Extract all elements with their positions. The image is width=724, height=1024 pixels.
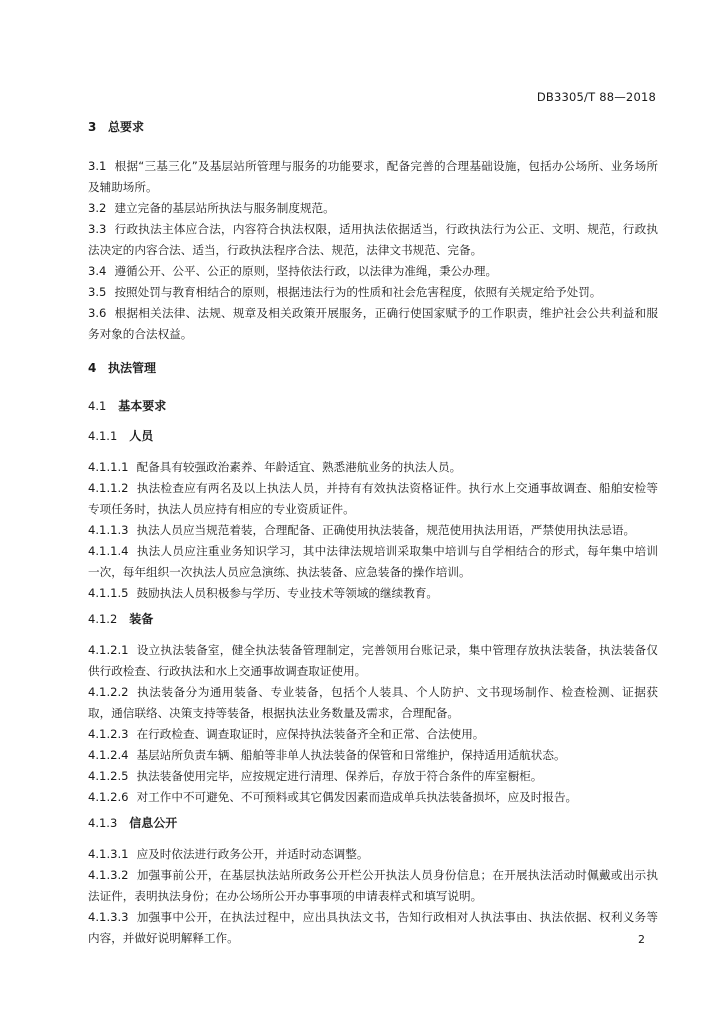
subsection-heading-4-1-2 — [88, 610, 658, 628]
clause-3-4 — [88, 261, 658, 282]
clause-3-3 — [88, 219, 658, 261]
clause-number: 3.3 — [88, 222, 107, 236]
clause-text: 行政执法主体应合法，内容符合执法权限，适用执法依据适当，行政执法行为公正、文明、规范，行政执法决定的内容合法、适当，行政执法程序合法、规范，法律文书规范、完备。 — [88, 222, 658, 257]
clause-text: 执法检查应有两名及以上执法人员，并持有有效执法资格证件。执行水上交通事故调查、船舶安检等专项任务时，执法人员应持有相应的专业资质证件。 — [88, 481, 658, 516]
clause-number: 4.1.2.2 — [88, 685, 129, 699]
clause-number: 4.1.1.3 — [88, 523, 129, 537]
clause-number: 3.5 — [88, 285, 107, 299]
clause-4-1-1-3 — [88, 520, 658, 541]
clause-number: 4.1.2.5 — [88, 769, 129, 783]
subsection-number: 4.1.3 — [88, 816, 118, 830]
clause-4-1-2-4 — [88, 745, 658, 766]
section-heading-3 — [88, 118, 658, 136]
clause-text: 应及时依法进行政务公开，并适时动态调整。 — [136, 847, 369, 861]
subsection-heading-4-1-1 — [88, 427, 658, 445]
clause-4-1-2-5 — [88, 766, 658, 787]
subsection-number: 4.1 — [88, 399, 107, 413]
subsection-title: 信息公开 — [129, 816, 178, 830]
clause-number: 3.1 — [88, 159, 107, 173]
clause-number: 4.1.3.1 — [88, 847, 129, 861]
clause-4-1-2-2 — [88, 682, 658, 724]
clause-4-1-1-4 — [88, 541, 658, 583]
clause-text: 执法人员应当规范着装，合理配备、正确使用执法装备，规范使用执法用语，严禁使用执法忌语。 — [136, 523, 636, 537]
section-heading-4 — [88, 359, 658, 377]
clause-4-1-3-1 — [88, 844, 658, 865]
section-title: 总要求 — [108, 120, 145, 134]
clause-text: 基层站所负责车辆、船舶等非单人执法装备的保管和日常维护，保持适用适航状态。 — [136, 748, 566, 762]
subsection-heading-4-1 — [88, 397, 658, 415]
document-code: DB3305/T 88—2018 — [536, 90, 656, 104]
clause-number: 4.1.1.4 — [88, 544, 129, 558]
clause-4-1-1-1 — [88, 457, 658, 478]
clause-4-1-2-3 — [88, 724, 658, 745]
clause-text: 设立执法装备室，健全执法装备管理制定，完善领用台账记录，集中管理存放执法装备，执法装备仅供行政检查、行政执法和水上交通事故调查取证使用。 — [88, 643, 658, 678]
clause-4-1-3-2 — [88, 865, 658, 907]
clause-number: 3.2 — [88, 201, 107, 215]
clause-3-6 — [88, 303, 658, 345]
subsection-title: 基本要求 — [118, 399, 167, 413]
subsection-title: 装备 — [129, 612, 154, 626]
clause-text: 执法装备分为通用装备、专业装备，包括个人装具、个人防护、文书现场制作、检查检测、证据获取，通信联络、决策支持等装备，根据执法业务数量及需求，合理配备。 — [88, 685, 658, 720]
clause-number: 4.1.2.3 — [88, 727, 129, 741]
clause-4-1-1-2 — [88, 478, 658, 520]
clause-text: 按照处罚与教育相结合的原则，根据违法行为的性质和社会危害程度，依照有关规定给予处罚。 — [114, 285, 602, 299]
clause-3-2 — [88, 198, 658, 219]
clause-number: 4.1.2.4 — [88, 748, 129, 762]
clause-4-1-1-5 — [88, 583, 658, 604]
clause-text: 加强事中公开，在执法过程中，应出具执法文书，告知行政相对人执法事由、执法依据、权利义务等内容，并做好说明解释工作。 — [88, 910, 658, 945]
subsection-title: 人员 — [129, 429, 154, 443]
subsection-number: 4.1.2 — [88, 612, 118, 626]
clause-3-1 — [88, 156, 658, 198]
subsection-4-1-1-items — [88, 457, 658, 604]
clause-4-1-2-1 — [88, 640, 658, 682]
clause-number: 4.1.3.3 — [88, 910, 129, 924]
clause-text: 对工作中不可避免、不可预料或其它偶发因素而造成单兵执法装备损坏，应及时报告。 — [136, 790, 578, 804]
clause-text: 配备具有较强政治素养、年龄适宜、熟悉港航业务的执法人员。 — [136, 460, 462, 474]
section-number: 4 — [88, 361, 97, 375]
clause-4-1-3-3 — [88, 907, 658, 949]
section-title: 执法管理 — [108, 361, 157, 375]
clause-number: 4.1.2.1 — [88, 643, 129, 657]
clause-text: 执法人员应注重业务知识学习，其中法律法规培训采取集中培训与自学相结合的形式，每年集中培训一次，每年组织一次执法人员应急演练、执法装备、应急装备的操作培训。 — [88, 544, 658, 579]
clause-text: 建立完备的基层站所执法与服务制度规范。 — [114, 201, 335, 215]
clause-number: 4.1.1.1 — [88, 460, 129, 474]
clause-text: 遵循公开、公平、公正的原则，坚持依法行政，以法律为准绳，秉公办理。 — [114, 264, 498, 278]
section-3-items — [88, 156, 658, 345]
subsection-number: 4.1.1 — [88, 429, 118, 443]
clause-number: 4.1.3.2 — [88, 868, 129, 882]
clause-text: 根据“三基三化”及基层站所管理与服务的功能要求，配备完善的合理基础设施，包括办公场所、业务场所及辅助场所。 — [88, 159, 658, 194]
clause-4-1-2-6 — [88, 787, 658, 808]
clause-text: 执法装备使用完毕，应按规定进行清理、保养后，存放于符合条件的库室橱柜。 — [136, 769, 543, 783]
clause-number: 4.1.1.2 — [88, 481, 129, 495]
clause-text: 根据相关法律、法规、规章及相关政策开展服务，正确行使国家赋予的工作职责，维护社会公共利益和服务对象的合法权益。 — [88, 306, 658, 341]
clause-number: 3.6 — [88, 306, 107, 320]
clause-3-5 — [88, 282, 658, 303]
subsection-4-1-3-items — [88, 844, 658, 949]
page-body — [88, 118, 658, 949]
clause-number: 4.1.1.5 — [88, 586, 129, 600]
subsection-4-1-2-items — [88, 640, 658, 808]
clause-text: 鼓励执法人员积极参与学历、专业技术等领域的继续教育。 — [136, 586, 439, 600]
clause-number: 4.1.2.6 — [88, 790, 129, 804]
section-number: 3 — [88, 120, 97, 134]
clause-text: 在行政检查、调查取证时，应保持执法装备齐全和正常、合法使用。 — [136, 727, 485, 741]
subsection-heading-4-1-3 — [88, 814, 658, 832]
page-number: 2 — [638, 933, 645, 946]
clause-text: 加强事前公开，在基层执法站所政务公开栏公开执法人员身份信息；在开展执法活动时佩戴或出示执法证件，表明执法身份；在办公场所公开办事事项的申请表样式和填写说明。 — [88, 868, 658, 903]
clause-number: 3.4 — [88, 264, 107, 278]
